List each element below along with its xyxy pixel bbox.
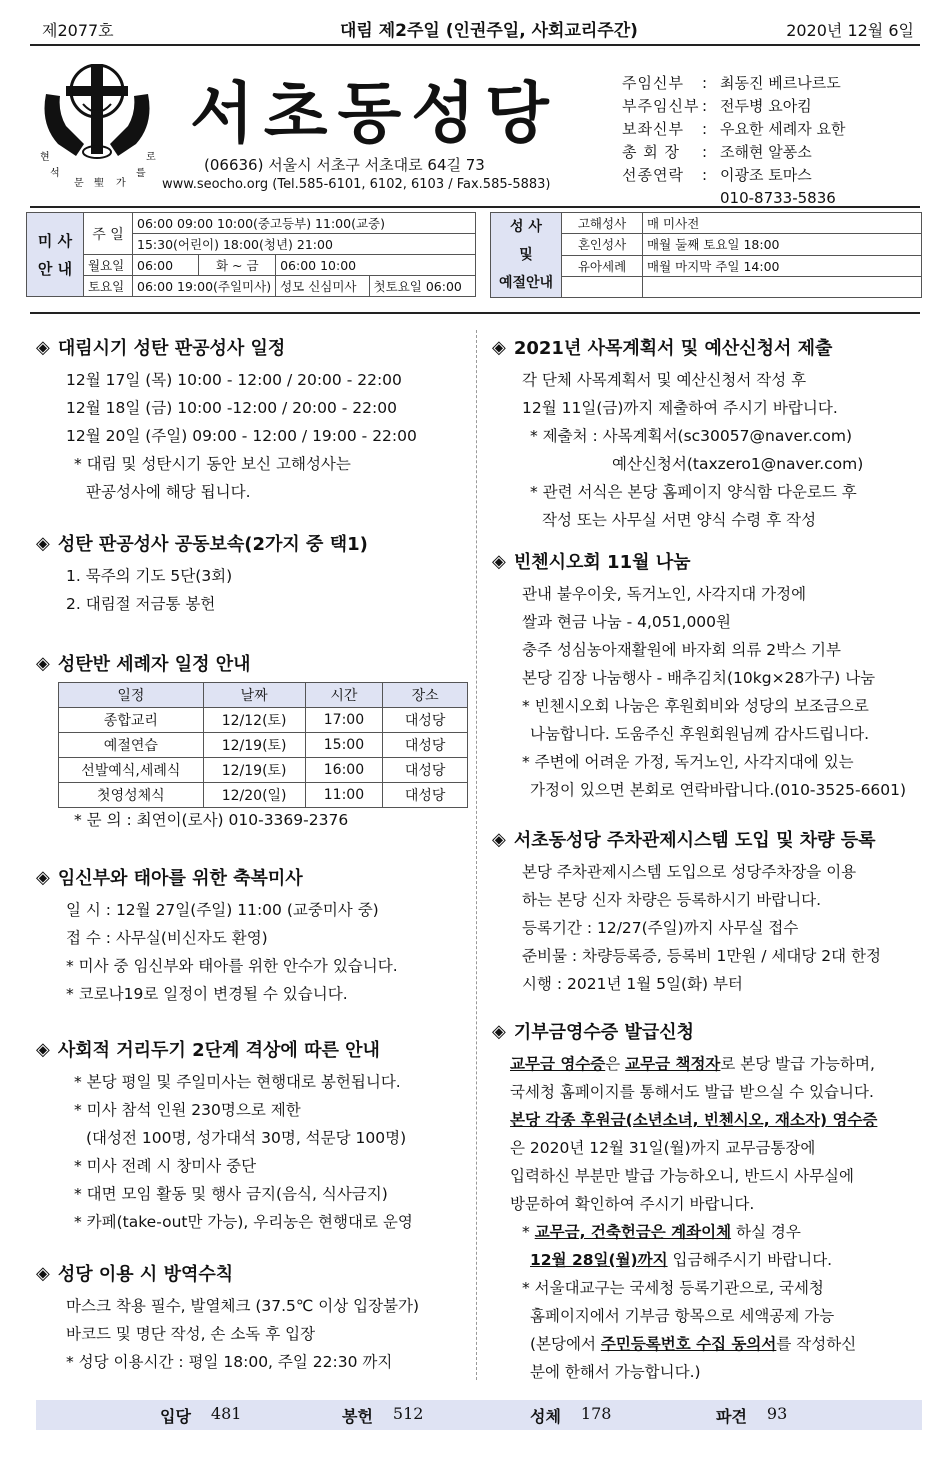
note-line: * 문 의 : 최연이(로사) 010-3369-2376 [74, 811, 349, 829]
diamond-icon: ◈ [36, 652, 50, 674]
text-line: 12월 11일(금)까지 제출하여 주시기 바랍니다. [522, 399, 838, 417]
note-line: * 성당 이용시간 : 평일 18:00, 주일 22:30 까지 [66, 1353, 393, 1371]
diamond-icon: ◈ [36, 866, 50, 888]
text-line: 쌀과 현금 나눔 - 4,051,000원 [522, 613, 731, 631]
text-line: 관내 불우이웃, 독거노인, 사각지대 가정에 [522, 585, 807, 603]
note-line: * 교무금, 건축헌금은 계좌이체 하실 경우 [522, 1223, 801, 1241]
text-line: 1. 묵주의 기도 5단(3회) [66, 567, 233, 585]
sacrament-key: 유아세례 [562, 255, 643, 276]
text-line: 등록기간 : 12/27(주일)까지 사무실 접수 [522, 919, 799, 937]
footer-item: 성체 178 [530, 1403, 612, 1426]
staff-row: 총 회 장 : 조해현 알퐁소 [622, 143, 812, 161]
text-line: 은 2020년 12월 31일(월)까지 교무금통장에 [510, 1139, 816, 1157]
section-title: ◈ 대림시기 성탄 판공성사 일정 [36, 336, 286, 359]
note-line: * 관련 서식은 본당 홈페이지 양식함 다운로드 후 [530, 483, 857, 501]
sunday-label: 주 일 [84, 213, 133, 255]
table-row: 종합교리 12/12(토) 17:00 대성당 [59, 708, 468, 733]
tuefri-label: 화 ~ 금 [199, 255, 276, 276]
text-line: 마스크 착용 필수, 발열체크 (37.5℃ 이상 입장불가) [66, 1297, 420, 1315]
masthead-divider [30, 206, 920, 208]
svg-text:로: 로 [146, 152, 156, 163]
note-line: (대성전 100명, 성가대석 30명, 석문당 100명) [86, 1129, 407, 1147]
sacrament-key [562, 276, 643, 297]
diamond-icon: ◈ [36, 336, 50, 358]
staff-row: 주임신부 : 최동진 베르나르도 [622, 74, 841, 92]
section-title: ◈ 빈첸시오회 11월 나눔 [492, 550, 691, 573]
section-pregnancy-mass [36, 864, 468, 1036]
note-line: * 대림 및 성탄시기 동안 보신 고해성사는 [74, 455, 351, 473]
content-divider [30, 312, 920, 314]
section-parking [492, 826, 924, 1018]
text-line: 국세청 홈페이지를 통해서도 발급 받으실 수 있습니다. [510, 1083, 874, 1101]
section-baptism [36, 650, 468, 864]
saturday-extra-2: 첫토요일 06:00 [369, 276, 475, 297]
top-divider [30, 44, 920, 46]
table-header: 날짜 [203, 683, 305, 708]
table-header: 시간 [305, 683, 383, 708]
right-column [492, 334, 924, 1386]
text-line: 본당 각종 후원금(소년소녀, 빈첸시오, 재소자) 영수증 [510, 1111, 878, 1129]
section-penance [36, 530, 468, 650]
text-line: 2. 대림절 저금통 봉헌 [66, 595, 216, 613]
footer-item: 봉헌 512 [342, 1403, 424, 1426]
text-line: 본당 김장 나눔행사 - 배추김치(10kg×28가구) 나눔 [522, 669, 876, 687]
mass-label: 미 사 안 내 [27, 213, 84, 297]
section-quarantine-rules [36, 1260, 468, 1376]
note-line: * 제출처 : 사목계획서(sc30057@naver.com) [530, 427, 853, 445]
section-title: ◈ 성당 이용 시 방역수칙 [36, 1262, 234, 1285]
section-title: ◈ 사회적 거리두기 2단계 격상에 따른 안내 [36, 1038, 380, 1061]
note-line: * 주변에 어려운 가정, 독거노인, 사각지대에 있는 [522, 753, 854, 771]
staff-row: 보좌신부 : 우요한 세례자 요한 [622, 120, 846, 138]
diamond-icon: ◈ [492, 336, 506, 358]
section-donation-receipt [492, 1018, 924, 1386]
note-line: 가정이 있으면 본회로 연락바랍니다.(010-3525-6601) [530, 781, 907, 799]
sacrament-value: 매 미사전 [643, 213, 922, 234]
monday-time: 06:00 [133, 255, 199, 276]
staff-row: 부주임신부 : 전두병 요아킴 [622, 97, 812, 115]
sacrament-value: 매월 둘째 토요일 18:00 [643, 234, 922, 255]
sacrament-value: 매월 마지막 주일 14:00 [643, 255, 922, 276]
text-line: 충주 성심농아재활원에 바자회 의류 2박스 기부 [522, 641, 841, 659]
mass-schedule-table [26, 212, 476, 297]
saturday-time: 06:00 19:00(주일미사) [133, 276, 276, 297]
text-line: 접 수 : 사무실(비신자도 환영) [66, 929, 268, 947]
note-line: * 본당 평일 및 주일미사는 현행대로 봉헌됩니다. [74, 1073, 401, 1091]
tuefri-time: 06:00 10:00 [276, 255, 476, 276]
diamond-icon: ◈ [36, 1038, 50, 1060]
table-row: 첫영성체식 12/20(일) 11:00 대성당 [59, 783, 468, 808]
note-line: 홈페이지에서 기부금 항목으로 세액공제 가능 [530, 1307, 835, 1325]
liturgical-theme: 대림 제2주일 (인권주일, 사회교리주간) [340, 21, 638, 41]
issue-date: 2020년 12월 6일 [786, 21, 914, 40]
sunday-times-1: 06:00 09:00 10:00(중고등부) 11:00(교중) [133, 213, 476, 234]
section-title: ◈ 성탄 판공성사 공동보속(2가지 중 택1) [36, 532, 368, 555]
note-line: * 서울대교구는 국세청 등록기관으로, 국세청 [522, 1279, 824, 1297]
note-line: 분에 한해서 가능합니다.) [530, 1363, 701, 1381]
text-line: 방문하여 확인하여 주시기 바랍니다. [510, 1195, 755, 1213]
saturday-extra-1: 성모 신심미사 [276, 276, 369, 297]
note-line: 나눔합니다. 도움주신 후원회원님께 감사드립니다. [530, 725, 870, 743]
svg-text:현: 현 [40, 152, 50, 163]
diamond-icon: ◈ [492, 1020, 506, 1042]
table-row: 선발예식,세례식 12/19(토) 16:00 대성당 [59, 758, 468, 783]
text-line: 일 시 : 12월 27일(주일) 11:00 (교중미사 중) [66, 901, 379, 919]
diamond-icon: ◈ [36, 532, 50, 554]
parish-address: (06636) 서울시 서초구 서초대로 64길 73 [204, 156, 485, 174]
diamond-icon: ◈ [36, 1262, 50, 1284]
staff-row: 선종연락 : 이광조 토마스 [622, 166, 812, 184]
text-line: 입력하신 부분만 발급 가능하오니, 반드시 사무실에 [510, 1167, 854, 1185]
text-line: 교무금 영수증은 교무금 책정자로 본당 발급 가능하며, [510, 1055, 875, 1073]
section-title: ◈ 임신부와 태아를 위한 축복미사 [36, 866, 303, 889]
text-line: 바코드 및 명단 작성, 손 소독 후 입장 [66, 1325, 316, 1343]
monday-label: 월요일 [84, 255, 133, 276]
sacrament-value [643, 276, 922, 297]
baptism-table [58, 682, 468, 808]
section-title: ◈ 2021년 사목계획서 및 예산신청서 제출 [492, 336, 833, 359]
note-line: * 카페(take-out만 가능), 우리농은 현행대로 운영 [74, 1213, 413, 1231]
diamond-icon: ◈ [492, 828, 506, 850]
text-line: 12월 17일 (목) 10:00 - 12:00 / 20:00 - 22:00 [66, 371, 402, 389]
table-row: 예절연습 12/19(토) 15:00 대성당 [59, 733, 468, 758]
note-line: 12월 28일(월)까지 입금해주시기 바랍니다. [530, 1251, 833, 1269]
column-separator [476, 330, 477, 1380]
text-line: 시행 : 2021년 1월 5일(화) 부터 [522, 975, 743, 993]
sacrament-key: 혼인성사 [562, 234, 643, 255]
sacrament-table [490, 212, 922, 298]
text-line: 본당 주차관제시스템 도입으로 성당주차장을 이용 [522, 863, 857, 881]
section-vincent [492, 548, 924, 826]
note-line: * 미사 중 임신부와 태아를 위한 안수가 있습니다. [66, 957, 398, 975]
staff-phone: 010-8733-5836 [720, 189, 836, 207]
parish-title: 서초동성당 [190, 75, 559, 152]
sacrament-label: 성 사 및 예절안내 [491, 213, 562, 298]
text-line: 12월 20일 (주일) 09:00 - 12:00 / 19:00 - 22:00 [66, 427, 417, 445]
svg-text:문: 문 [74, 178, 84, 189]
note-line: * 대면 모임 활동 및 행사 금지(음식, 식사금지) [74, 1185, 388, 1203]
section-title: ◈ 성탄반 세례자 일정 안내 [36, 652, 251, 675]
svg-text:석: 석 [50, 168, 60, 179]
svg-text:聖: 聖 [94, 178, 104, 189]
footer-item: 입당 481 [160, 1403, 242, 1426]
sacrament-key: 고해성사 [562, 213, 643, 234]
left-column [36, 334, 468, 1376]
text-line: 하는 본당 신자 차량은 등록하시기 바랍니다. [522, 891, 822, 909]
footer-item: 파견 93 [716, 1403, 788, 1426]
table-header: 일정 [59, 683, 204, 708]
parish-logo [36, 64, 166, 190]
text-line: 준비물 : 차량등록증, 등록비 1만원 / 세대당 2대 한정 [522, 947, 881, 965]
section-title: ◈ 기부금영수증 발급신청 [492, 1020, 694, 1043]
issue-number: 제2077호 [42, 21, 114, 40]
top-info-bar [30, 14, 920, 42]
sunday-times-2: 15:30(어린이) 18:00(청년) 21:00 [133, 234, 476, 255]
svg-text:가: 가 [116, 178, 126, 189]
hymn-footer [36, 1400, 922, 1430]
section-title: ◈ 서초동성당 주차관제시스템 도입 및 차량 등록 [492, 828, 876, 851]
note-line: * 코로나19로 일정이 변경될 수 있습니다. [66, 985, 348, 1003]
diamond-icon: ◈ [492, 550, 506, 572]
svg-text:를: 를 [136, 168, 146, 179]
section-pastoral-plan [492, 334, 924, 548]
note-line: * 미사 전례 시 창미사 중단 [74, 1157, 257, 1175]
staff-list [622, 72, 845, 210]
note-line: 예산신청서(taxzero1@naver.com) [612, 455, 864, 473]
table-header: 장소 [383, 683, 468, 708]
note-line: * 빈첸시오회 나눔은 후원회비와 성당의 보조금으로 [522, 697, 869, 715]
note-line: * 미사 참석 인원 230명으로 제한 [74, 1101, 301, 1119]
note-line: (본당에서 주민등록번호 수집 동의서를 작성하신 [530, 1335, 857, 1353]
section-distancing [36, 1036, 468, 1260]
note-line: 판공성사에 해당 됩니다. [86, 483, 251, 501]
note-line: 작성 또는 사무실 서면 양식 수령 후 작성 [542, 511, 817, 529]
text-line: 각 단체 사목계획서 및 예산신청서 작성 후 [522, 371, 807, 389]
text-line: 12월 18일 (금) 10:00 -12:00 / 20:00 - 22:00 [66, 399, 397, 417]
parish-contact: www.seocho.org (Tel.585-6101, 6102, 6103 / Fax.585-5883) [162, 177, 551, 192]
saturday-label: 토요일 [84, 276, 133, 297]
section-confession [36, 334, 468, 530]
